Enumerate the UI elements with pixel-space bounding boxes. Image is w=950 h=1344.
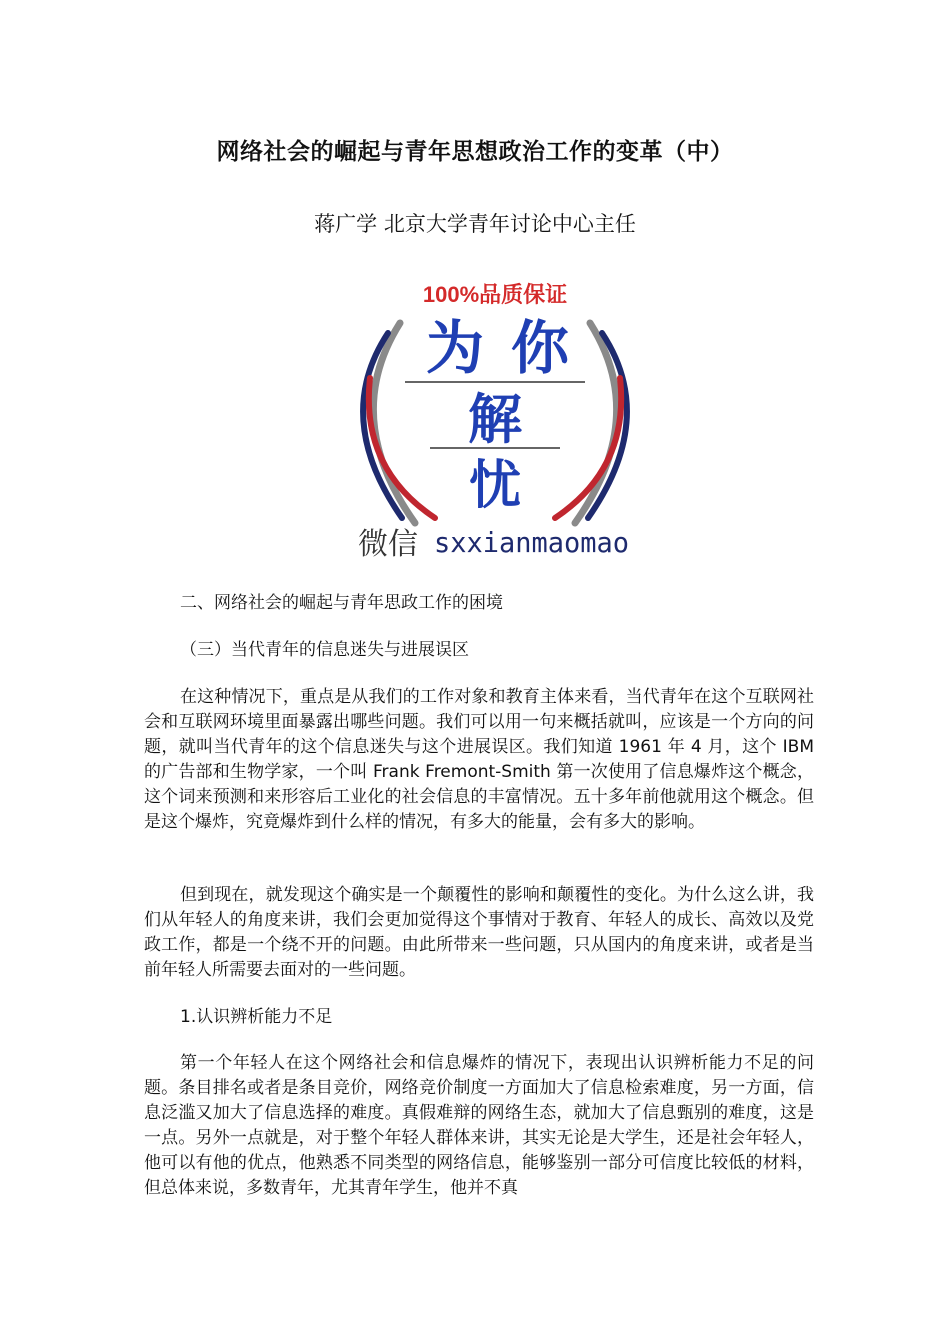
logo-top-text: 100%品质保证	[422, 282, 568, 307]
logo-wechat-id: sxxianmaomao	[434, 526, 629, 559]
paragraph-2-block	[144, 883, 814, 983]
logo-char-3: 解	[468, 387, 522, 451]
point-heading: 1.认识辨析能力不足	[180, 1007, 333, 1027]
paragraph: 在这种情况下，重点是从我们的工作对象和教育主体来看，当代青年在这个互联网社会和互联网环境里面暴露出哪些问题。我们可以用一句来概括就叫，应该是一个方向的问题，就叫当代青年的这个信息迷失与这个进展误区。我们知道 1961 年 4 月，这个 IBM 的广告部和生物学家，一个叫 Frank Fremont-Smith 第一次使用了信息爆炸这个概念，这个词来预测和来形容后工业化的社会信息的丰富情况。五十多年前他就用这个概念。但是这个爆炸，究竟爆炸到什么样的情况，有多大的能量，会有多大的影响。	[144, 687, 814, 832]
quality-logo	[340, 268, 650, 568]
paragraph-1-block	[144, 685, 814, 835]
document-title: 网络社会的崛起与青年思想政治工作的变革（中）	[216, 139, 734, 165]
paragraph: 但到现在，就发现这个确实是一个颠覆性的影响和颠覆性的变化。为什么这么讲，我们从年轻人的角度来讲，我们会更加觉得这个事情对于教育、年轻人的成长、高效以及党政工作，都是一个绕不开的问题。由此所带来一些问题，只从国内的角度来讲，或者是当前年轻人所需要去面对的一些问题。	[144, 885, 814, 980]
subsection-heading: （三）当代青年的信息迷失与进展误区	[180, 640, 469, 660]
logo-wechat-label: 微信	[358, 527, 418, 562]
logo-char-4: 忧	[468, 455, 522, 516]
section-heading: 二、网络社会的崛起与青年思政工作的困境	[180, 593, 503, 613]
author-line: 蒋广学 北京大学青年讨论中心主任	[314, 212, 636, 236]
logo-char-1: 为	[425, 314, 485, 382]
paragraph-3-block	[144, 1051, 814, 1201]
logo-graphic	[340, 268, 650, 568]
logo-char-2: 你	[510, 314, 570, 382]
paragraph: 第一个年轻人在这个网络社会和信息爆炸的情况下，表现出认识辨析能力不足的问题。条目排名或者是条目竞价，网络竞价制度一方面加大了信息检索难度，另一方面，信息泛滥又加大了信息选择的难度。真假难辩的网络生态，就加大了信息甄别的难度，这是一点。另外一点就是，对于整个年轻人群体来讲，其实无论是大学生，还是社会年轻人，他可以有他的优点，他熟悉不同类型的网络信息，能够鉴别一部分可信度比较低的材料，但总体来说，多数青年，尤其青年学生，他并不真	[144, 1053, 814, 1198]
